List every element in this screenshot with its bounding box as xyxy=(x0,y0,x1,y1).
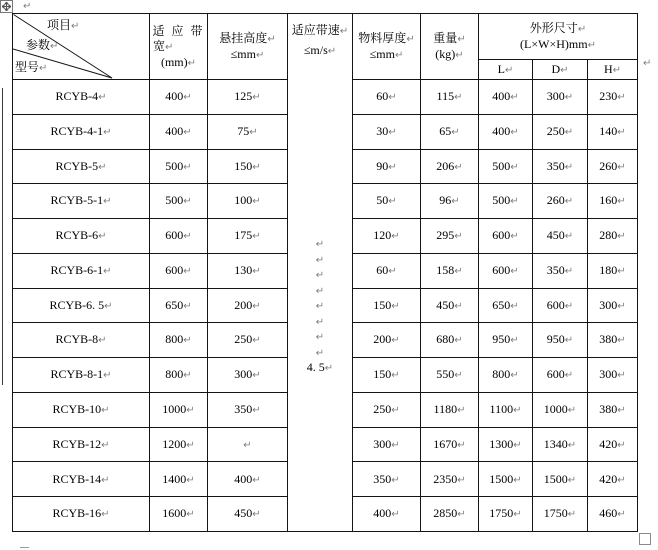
cell-dim-l[interactable]: 1500↵ xyxy=(479,462,533,497)
cell-dim-h[interactable]: 140↵ xyxy=(588,114,638,149)
cell-dim-d[interactable]: 950↵ xyxy=(533,323,588,358)
cell-hang-height[interactable]: 130↵ xyxy=(208,253,288,288)
cell-model[interactable]: RCYB-5↵ xyxy=(13,149,150,184)
cell-dim-d[interactable]: 450↵ xyxy=(533,219,588,254)
cell-thickness[interactable]: 200↵ xyxy=(353,323,421,358)
header-hang-line1: 悬挂高度↵ xyxy=(219,30,276,45)
cell-weight[interactable]: 680↵ xyxy=(421,323,479,358)
cell-dim-d[interactable]: 1340↵ xyxy=(533,427,588,462)
cell-thickness[interactable]: 150↵ xyxy=(353,288,421,323)
cell-dim-l[interactable]: 800↵ xyxy=(479,358,533,393)
cell-weight[interactable]: 96↵ xyxy=(421,184,479,219)
cell-hang-height[interactable]: 75↵ xyxy=(208,114,288,149)
cell-dim-h[interactable]: 160↵ xyxy=(588,184,638,219)
header-dim-d[interactable]: D↵ xyxy=(533,60,588,80)
table-resize-handle[interactable] xyxy=(639,533,651,545)
cell-hang-height[interactable]: 100↵ xyxy=(208,184,288,219)
header-bandwidth[interactable] xyxy=(150,14,208,80)
corner-label-item: 项目↵ xyxy=(47,18,80,32)
header-weight-line2: (kg)↵ xyxy=(435,46,464,61)
cell-bandwidth[interactable]: 500↵ xyxy=(150,184,208,219)
belt-speed-merged-cell[interactable] xyxy=(288,14,353,532)
cell-weight[interactable]: 2850↵ xyxy=(421,497,479,532)
cell-bandwidth[interactable]: 400↵ xyxy=(150,114,208,149)
cell-thickness[interactable]: 150↵ xyxy=(353,358,421,393)
header-bandwidth-line3: (mm)↵ xyxy=(160,54,197,69)
cell-dim-l[interactable]: 500↵ xyxy=(479,149,533,184)
cell-dim-l[interactable]: 650↵ xyxy=(479,288,533,323)
cell-dim-h[interactable]: 460↵ xyxy=(588,497,638,532)
cell-dim-d[interactable]: 300↵ xyxy=(533,80,588,115)
cell-weight[interactable]: 1180↵ xyxy=(421,392,479,427)
cell-dim-h[interactable]: 420↵ xyxy=(588,427,638,462)
header-hang-line2: ≤mm↵ xyxy=(230,46,265,61)
cell-bandwidth[interactable]: 1200↵ xyxy=(150,427,208,462)
cell-bandwidth[interactable]: 500↵ xyxy=(150,149,208,184)
corner-label-model: 型号↵ xyxy=(15,60,48,74)
cell-thickness[interactable]: 400↵ xyxy=(353,497,421,532)
header-dim-h[interactable]: H↵ xyxy=(588,60,638,80)
cell-bandwidth[interactable]: 800↵ xyxy=(150,358,208,393)
cell-dim-l[interactable]: 400↵ xyxy=(479,80,533,115)
cell-thickness[interactable]: 60↵ xyxy=(353,253,421,288)
cell-bandwidth[interactable]: 600↵ xyxy=(150,219,208,254)
cell-hang-height[interactable]: 450↵ xyxy=(208,497,288,532)
cell-dim-d[interactable]: 600↵ xyxy=(533,358,588,393)
cell-dim-d[interactable]: 350↵ xyxy=(533,253,588,288)
corner-label-param: 参数↵ xyxy=(26,38,59,52)
cell-dim-l[interactable]: 400↵ xyxy=(479,114,533,149)
table-body xyxy=(13,14,638,532)
header-bandwidth-line1: 适 应 带 xyxy=(152,23,205,38)
corner-header-cell[interactable] xyxy=(13,14,150,80)
cell-hang-height[interactable]: 175↵ xyxy=(208,219,288,254)
cell-dim-d[interactable]: 350↵ xyxy=(533,149,588,184)
cell-hang-height[interactable]: 250↵ xyxy=(208,323,288,358)
cell-hang-height[interactable]: 150↵ xyxy=(208,149,288,184)
cell-dim-l[interactable]: 600↵ xyxy=(479,219,533,254)
four-way-arrow-icon xyxy=(2,2,11,11)
paragraph-mark: ↵ xyxy=(23,1,32,12)
cell-dim-h[interactable]: 230↵ xyxy=(588,80,638,115)
header-hang-height[interactable] xyxy=(208,14,288,80)
cell-thickness[interactable]: 30↵ xyxy=(353,114,421,149)
cell-model[interactable]: RCYB-16↵ xyxy=(13,497,150,532)
header-weight[interactable] xyxy=(421,14,479,80)
cell-hang-height[interactable]: 300↵ xyxy=(208,358,288,393)
header-dimensions[interactable] xyxy=(479,14,638,60)
cell-hang-height[interactable]: 200↵ xyxy=(208,288,288,323)
spec-table xyxy=(12,13,638,532)
cell-bandwidth[interactable]: 600↵ xyxy=(150,253,208,288)
cell-model[interactable]: RCYB-4-1↵ xyxy=(13,114,150,149)
cell-thickness[interactable]: 90↵ xyxy=(353,149,421,184)
cell-hang-height[interactable]: ↵ xyxy=(208,427,288,462)
cell-dim-h[interactable]: 280↵ xyxy=(588,219,638,254)
cell-weight[interactable]: 158↵ xyxy=(421,253,479,288)
cell-weight[interactable]: 295↵ xyxy=(421,219,479,254)
cell-bandwidth[interactable]: 1000↵ xyxy=(150,392,208,427)
header-dims-line1: 外形尺寸↵ xyxy=(529,20,587,35)
cell-model[interactable]: RCYB-10↵ xyxy=(13,392,150,427)
cell-dim-d[interactable]: 260↵ xyxy=(533,184,588,219)
cell-dim-l[interactable]: 1300↵ xyxy=(479,427,533,462)
cell-weight[interactable]: 1670↵ xyxy=(421,427,479,462)
cell-weight[interactable]: 550↵ xyxy=(421,358,479,393)
header-dims-line2: (L×W×H)mm↵ xyxy=(520,36,596,51)
belt-speed-value: 4. 5↵ xyxy=(306,360,334,374)
header-thickness-line2: ≤mm↵ xyxy=(369,46,404,61)
cell-dim-l[interactable]: 1750↵ xyxy=(479,497,533,532)
cell-bandwidth[interactable]: 800↵ xyxy=(150,323,208,358)
text-boundary-tick xyxy=(20,547,29,548)
cell-dim-d[interactable]: 1000↵ xyxy=(533,392,588,427)
cell-dim-d[interactable]: 600↵ xyxy=(533,288,588,323)
cell-dim-h[interactable]: 260↵ xyxy=(588,149,638,184)
cell-thickness[interactable]: 300↵ xyxy=(353,427,421,462)
text-boundary-line xyxy=(2,88,3,385)
cell-dim-h[interactable]: 420↵ xyxy=(588,462,638,497)
header-dim-l[interactable]: L↵ xyxy=(479,60,533,80)
cell-dim-l[interactable]: 1100↵ xyxy=(479,392,533,427)
cell-thickness[interactable]: 250↵ xyxy=(353,392,421,427)
cell-hang-height[interactable]: 125↵ xyxy=(208,80,288,115)
cell-model[interactable]: RCYB-5-1↵ xyxy=(13,184,150,219)
cell-model[interactable]: RCYB-14↵ xyxy=(13,462,150,497)
cell-model[interactable]: RCYB-4↵ xyxy=(13,80,150,115)
cell-model[interactable]: RCYB-8↵ xyxy=(13,323,150,358)
cell-bandwidth[interactable]: 400↵ xyxy=(150,80,208,115)
cell-model[interactable]: RCYB-6. 5↵ xyxy=(13,288,150,323)
belt-speed-value-block: ↵ ↵ ↵ ↵ ↵ ↵ ↵ ↵ 4. 5↵ xyxy=(288,236,352,376)
cell-dim-h[interactable]: 180↵ xyxy=(588,253,638,288)
header-material-thickness[interactable] xyxy=(353,14,421,80)
cell-weight[interactable]: 2350↵ xyxy=(421,462,479,497)
cell-dim-d[interactable]: 1500↵ xyxy=(533,462,588,497)
cell-weight[interactable]: 115↵ xyxy=(421,80,479,115)
cell-hang-height[interactable]: 350↵ xyxy=(208,392,288,427)
cell-dim-h[interactable]: 300↵ xyxy=(588,358,638,393)
cell-model[interactable]: RCYB-6-1↵ xyxy=(13,253,150,288)
cell-dim-d[interactable]: 1750↵ xyxy=(533,497,588,532)
cell-dim-h[interactable]: 380↵ xyxy=(588,323,638,358)
cell-dim-l[interactable]: 500↵ xyxy=(479,184,533,219)
header-thickness-line1: 物料厚度↵ xyxy=(358,30,415,45)
cell-model[interactable]: RCYB-6↵ xyxy=(13,219,150,254)
cell-dim-l[interactable]: 950↵ xyxy=(479,323,533,358)
cell-thickness[interactable]: 60↵ xyxy=(353,80,421,115)
cell-model[interactable]: RCYB-12↵ xyxy=(13,427,150,462)
table-move-handle-icon[interactable] xyxy=(0,0,13,13)
cell-dim-h[interactable]: 300↵ xyxy=(588,288,638,323)
cell-hang-height[interactable]: 400↵ xyxy=(208,462,288,497)
cell-weight[interactable]: 206↵ xyxy=(421,149,479,184)
cell-bandwidth[interactable]: 1600↵ xyxy=(150,497,208,532)
row-end-mark: ↵ xyxy=(643,58,652,69)
cell-thickness[interactable]: 120↵ xyxy=(353,219,421,254)
cell-dim-l[interactable]: 600↵ xyxy=(479,253,533,288)
header-belt-speed: 适应带速↵ ≤m/s↵ xyxy=(291,23,349,57)
cell-bandwidth[interactable]: 1400↵ xyxy=(150,462,208,497)
cell-thickness[interactable]: 50↵ xyxy=(353,184,421,219)
cell-weight[interactable]: 450↵ xyxy=(421,288,479,323)
cell-dim-h[interactable]: 380↵ xyxy=(588,392,638,427)
cell-model[interactable]: RCYB-8-1↵ xyxy=(13,358,150,393)
cell-dim-d[interactable]: 250↵ xyxy=(533,114,588,149)
header-weight-line1: 重量↵ xyxy=(433,30,466,45)
cell-thickness[interactable]: 350↵ xyxy=(353,462,421,497)
header-bandwidth-line2: 宽↵ xyxy=(153,39,174,54)
cell-bandwidth[interactable]: 650↵ xyxy=(150,288,208,323)
cell-weight[interactable]: 65↵ xyxy=(421,114,479,149)
